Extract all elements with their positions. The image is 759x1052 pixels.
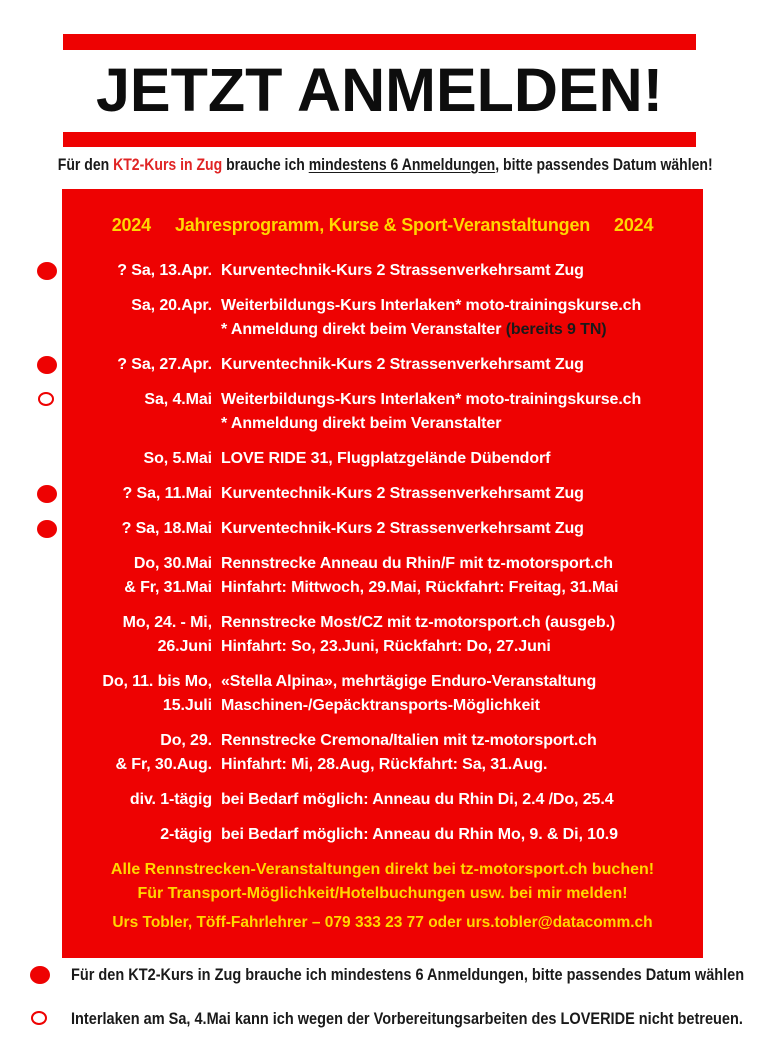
event-date-line: ? Sa, 27.Apr. (117, 356, 212, 373)
legend-item-text: Für den KT2-Kurs in Zug brauche ich mindestens 6 Anmeldungen, bitte passendes Datum wählen (71, 966, 745, 984)
event-date-line: 15.Juli (162, 697, 212, 714)
event-date-line: Do, 30.Mai (133, 555, 212, 572)
event-description-line (221, 517, 695, 541)
event-date (70, 788, 212, 812)
program-title: Jahresprogramm, Kurse & Sport-Veranstaltungen (174, 215, 591, 235)
event-date-line: Do, 11. bis Mo, (102, 673, 212, 690)
event-date-line: 2-tägig (160, 826, 212, 843)
event-text-part: Hinfahrt: So, 23.Juni, Rückfahrt: Do, 27.Juni (221, 638, 551, 655)
note-underlined: mindestens 6 Anmeldungen (308, 156, 496, 174)
event-text-part: (bereits 9 TN) (505, 321, 607, 338)
program-note: Alle Rennstrecken-Veranstaltungen direkt bei tz-motorsport.ch buchen! (110, 861, 655, 878)
event-description-line (221, 753, 695, 777)
event-date (70, 482, 212, 506)
event-description-line (221, 318, 695, 342)
event-text-part: * Anmeldung direkt beim Veranstalter (221, 321, 506, 338)
event-text-part: Kurventechnik-Kurs 2 Strassenverkehrsamt Zug (221, 485, 584, 502)
outline-bullet-icon (38, 392, 54, 406)
program-row (70, 611, 695, 659)
event-text-part: Kurventechnik-Kurs 2 Strassenverkehrsamt Zug (221, 356, 584, 373)
outline-bullet-icon (31, 1011, 47, 1025)
event-description (221, 482, 695, 506)
event-description-line (221, 447, 695, 471)
event-date-line: ? Sa, 11.Mai (122, 485, 212, 502)
legend-item-text: Interlaken am Sa, 4.Mai kann ich wegen der Vorbereitungsarbeiten des LOVERIDE nicht betreuen. (71, 1010, 743, 1028)
event-date-line: div. 1-tägig (129, 791, 212, 808)
event-text-part: Kurventechnik-Kurs 2 Strassenverkehrsamt Zug (221, 520, 584, 537)
event-description (221, 670, 695, 718)
program-row (70, 729, 695, 777)
program-year-right: 2024 (614, 215, 654, 235)
event-text-part: Maschinen-/Gepäcktransports-Möglichkeit (221, 697, 540, 714)
event-text-part: Rennstrecke Anneau du Rhin/F mit tz-motorsport.ch (221, 555, 613, 572)
event-date-line: & Fr, 30.Aug. (115, 756, 212, 773)
header-note (0, 153, 759, 177)
event-description (221, 611, 695, 659)
event-description (221, 823, 695, 847)
top-red-bar (63, 34, 696, 50)
program-row (70, 482, 695, 506)
event-description (221, 447, 695, 471)
program-row (70, 259, 695, 283)
event-description-line (221, 294, 695, 318)
event-text-part: bei Bedarf möglich: Anneau du Rhin Di, 2.4 /Do, 25.4 (221, 791, 614, 808)
event-description (221, 353, 695, 377)
event-date-line: Mo, 24. - Mi, (122, 614, 212, 631)
event-text-part: Rennstrecke Cremona/Italien mit tz-motorsport.ch (221, 732, 597, 749)
event-text-part: * Anmeldung direkt beim Veranstalter (221, 415, 502, 432)
event-text-part: LOVE RIDE 31, Flugplatzgelände Dübendorf (221, 450, 551, 467)
event-date-line: ? Sa, 13.Apr. (117, 262, 212, 279)
event-text-part: Hinfahrt: Mittwoch, 29.Mai, Rückfahrt: Freitag, 31.Mai (221, 579, 619, 596)
program-year-left: 2024 (111, 215, 151, 235)
event-date (70, 353, 212, 377)
event-description-line (221, 694, 695, 718)
legend (30, 962, 745, 1050)
note-highlight: KT2-Kurs in Zug (113, 156, 223, 174)
note-part: , bitte passendes Datum wählen! (495, 156, 713, 174)
program-header (70, 215, 695, 236)
contact-line: Urs Tobler, Töff-Fahrlehrer – 079 333 23 77 oder urs.tobler@datacomm.ch (112, 914, 653, 931)
event-date-line: So, 5.Mai (143, 450, 212, 467)
event-date (70, 729, 212, 777)
program-rows (70, 259, 695, 847)
header-note-text (58, 153, 713, 177)
event-date-line: ? Sa, 18.Mai (121, 520, 212, 537)
event-date-line: Sa, 20.Apr. (131, 297, 212, 314)
event-description-line (221, 729, 695, 753)
note-part: brauche ich (222, 156, 309, 174)
event-date (70, 517, 212, 541)
legend-item (30, 1006, 745, 1032)
event-description-line (221, 412, 695, 436)
event-text-part: Weiterbildungs-Kurs Interlaken* moto-trainingskurse.ch (221, 297, 642, 314)
program-row (70, 788, 695, 812)
event-date (70, 611, 212, 659)
event-description-line (221, 788, 695, 812)
event-date (70, 388, 212, 436)
event-date (70, 552, 212, 600)
filled-bullet-icon (37, 485, 57, 503)
program-row (70, 670, 695, 718)
page-title: JETZT ANMELDEN! (95, 56, 664, 124)
event-date (70, 447, 212, 471)
program-row (70, 388, 695, 436)
filled-bullet-icon (30, 966, 50, 984)
legend-item (30, 962, 745, 988)
program-notes (70, 858, 695, 906)
event-description-line (221, 576, 695, 600)
event-date (70, 670, 212, 718)
event-date-line: & Fr, 31.Mai (124, 579, 212, 596)
event-description (221, 788, 695, 812)
program-row (70, 353, 695, 377)
event-description-line (221, 353, 695, 377)
event-description (221, 552, 695, 600)
note-part: Für den (57, 156, 114, 174)
event-text-part: bei Bedarf möglich: Anneau du Rhin Mo, 9. & Di, 10.9 (221, 826, 618, 843)
program-box (62, 189, 703, 958)
program-row (70, 552, 695, 600)
event-description (221, 517, 695, 541)
middle-red-bar (63, 132, 696, 147)
event-date-line: 26.Juni (157, 638, 212, 655)
event-description (221, 294, 695, 342)
filled-bullet-icon (37, 520, 57, 538)
event-description (221, 259, 695, 283)
event-description-line (221, 611, 695, 635)
event-description-line (221, 552, 695, 576)
event-description (221, 729, 695, 777)
program-row (70, 294, 695, 342)
program-row (70, 447, 695, 471)
event-date-line: Sa, 4.Mai (144, 391, 212, 408)
event-date (70, 294, 212, 342)
event-text-part: Weiterbildungs-Kurs Interlaken* moto-trainingskurse.ch (221, 391, 642, 408)
event-date (70, 823, 212, 847)
event-description (221, 388, 695, 436)
event-text-part: «Stella Alpina», mehrtägige Enduro-Veranstaltung (221, 673, 597, 690)
event-description-line (221, 823, 695, 847)
event-date-line: Do, 29. (160, 732, 212, 749)
event-text-part: Rennstrecke Most/CZ mit tz-motorsport.ch (ausgeb.) (221, 614, 616, 631)
event-date (70, 259, 212, 283)
event-description-line (221, 259, 695, 283)
event-text-part: Kurventechnik-Kurs 2 Strassenverkehrsamt Zug (221, 262, 584, 279)
event-description-line (221, 482, 695, 506)
program-row (70, 517, 695, 541)
filled-bullet-icon (37, 262, 57, 280)
filled-bullet-icon (37, 356, 57, 374)
event-text-part: Hinfahrt: Mi, 28.Aug, Rückfahrt: Sa, 31.Aug. (221, 756, 548, 773)
event-description-line (221, 388, 695, 412)
program-row (70, 823, 695, 847)
program-note: Für Transport-Möglichkeit/Hotelbuchungen usw. bei mir melden! (137, 885, 628, 902)
event-description-line (221, 635, 695, 659)
event-description-line (221, 670, 695, 694)
